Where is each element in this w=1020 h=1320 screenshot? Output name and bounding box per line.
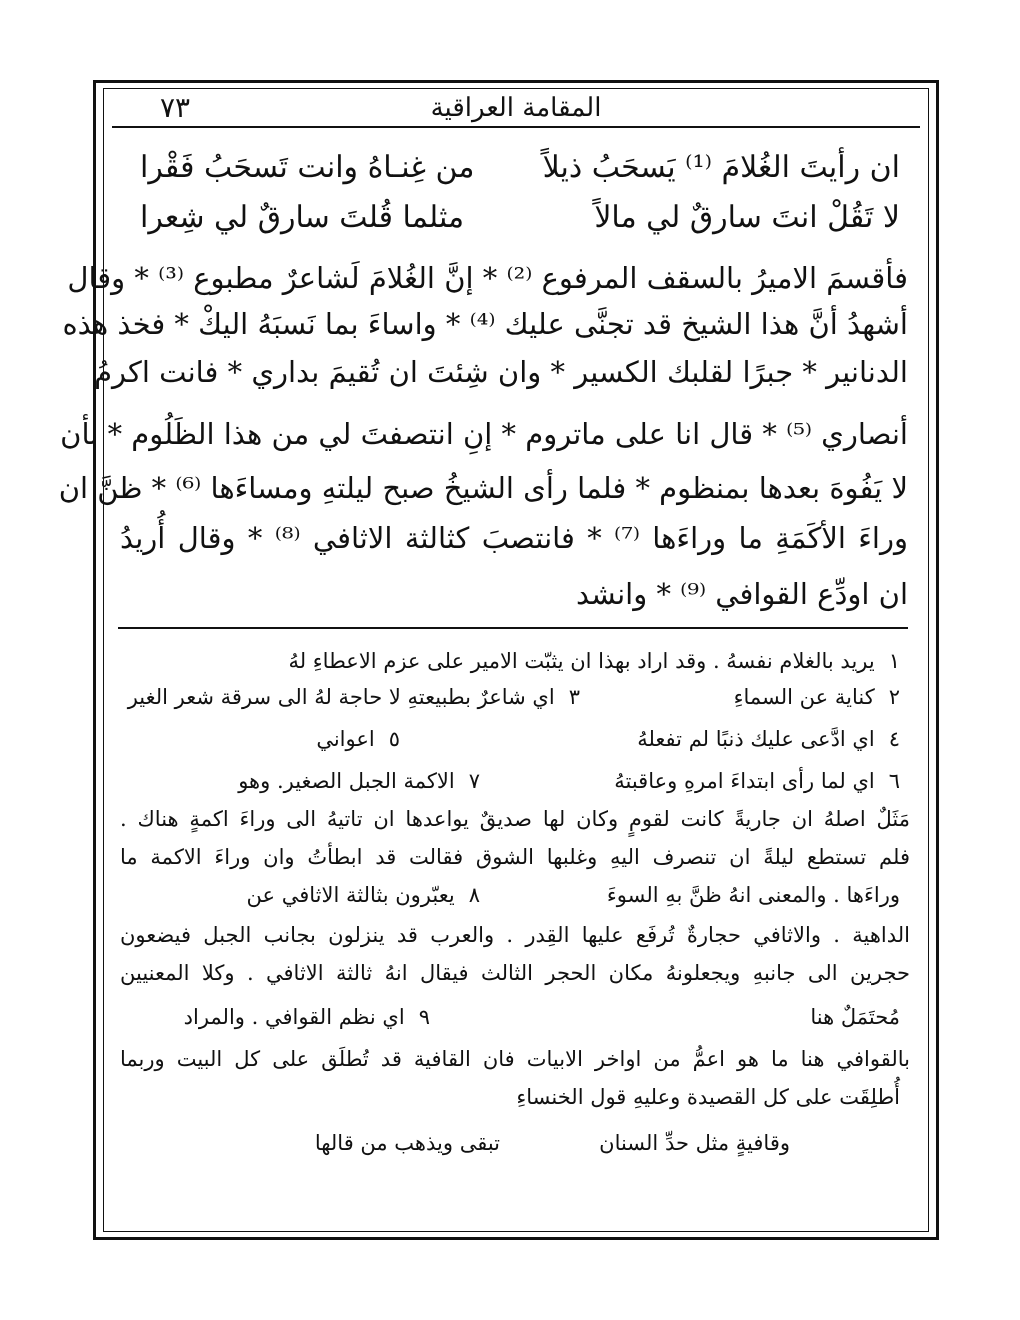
- footnote-5: [316, 722, 400, 756]
- footnote-number: ١: [888, 649, 900, 673]
- footnote-7: [238, 764, 480, 798]
- footnote-number: ٨: [468, 883, 480, 907]
- footnote-6: [614, 764, 900, 798]
- footnote-1: [288, 644, 900, 678]
- footnote-text: اعواني: [316, 727, 375, 751]
- footnote-text: اي ادَّعى عليك ذنبًا لم تفعلهُ: [637, 727, 875, 751]
- footnote-continuation: بالقوافي هنا ما هو اعمُّ من اواخر الابيات فان القافية قد تُطلَق على كل البيت وربما: [120, 1047, 910, 1071]
- footnote-7-end: وراءَها . والمعنى انهُ ظنَّ بهِ السوءَ: [606, 883, 900, 907]
- prose-line: فأقسمَ الاميرُ بالسقف المرفوع ⁽²⁾ * إنَّ الغُلامَ لَشاعرٌ مطبوع ⁽³⁾ * وقال: [67, 261, 908, 295]
- footnote-8-end: مُحتَمَلٌ هنا: [810, 1005, 900, 1029]
- footnote-number: ٣: [568, 685, 580, 709]
- running-title: المقامة العراقية: [430, 93, 602, 123]
- verse-line: [140, 196, 900, 240]
- footnote-line: [120, 764, 900, 798]
- footnote-line: [120, 722, 900, 756]
- footnote-line: [120, 644, 900, 678]
- footnote-continuation: مَثَلٌ اصلهُ ان جاريةً كانت لقومٍ وكان لها صديقٌ يواعدها ان تاتيهُ الى وراءَ اكمةٍ هناك .: [120, 807, 910, 831]
- footnote-9: [184, 1000, 430, 1034]
- prose-line: أنصاري ⁽⁵⁾ * قال انا على ماتروم * إنِ انتصفتَ لي من هذا الظَلُوم * بأن: [60, 417, 908, 451]
- prose-line: الدنانير * جبرًا لقلبك الكسير * وان شِئتَ ان تُقيمَ بداري * فانت اكرمُ: [94, 355, 908, 389]
- footnote-4: [637, 722, 900, 756]
- footnote-separator: [118, 627, 908, 629]
- footnote-continuation: فلم تستطع ليلةً ان تنصرف اليهِ وغلبها الشوق فقالت قد ابطأتُ وان وراءَ الاكمة ما: [120, 845, 910, 869]
- prose-line: ان اودِّع القوافي ⁽⁹⁾ * وانشد: [576, 577, 908, 611]
- footnote-continuation: الداهية . والاثافي حجارةٌ تُرفَع عليها القِدر . والعرب قد ينزلون بجانب الجبل فيضعون: [120, 923, 910, 947]
- footnote-text: يريد بالغلام نفسهُ . وقد اراد بهذا ان يثبّت الامير على عزم الاعطاءِ لهُ: [288, 649, 875, 673]
- footnote-number: ٩: [418, 1005, 430, 1029]
- page-number: ٧٣: [160, 91, 191, 124]
- footnote-text: الاكمة الجبل الصغير. وهو: [238, 769, 455, 793]
- verse-line: [140, 146, 900, 190]
- verse-second-hemistich: من غِنـاهُ وانت تَسحَبُ فَقْرا: [140, 150, 475, 185]
- footnote-number: ٦: [888, 769, 900, 793]
- footnote-number: ٧: [468, 769, 480, 793]
- quoted-verse-first: وقافيةٍ مثل حدِّ السنان: [599, 1131, 790, 1155]
- footnote-3: [128, 680, 580, 714]
- footnote-8: [247, 878, 480, 912]
- footnote-continuation: أُطلِقَت على كل القصيدة وعليهِ قول الخنساءِ: [516, 1085, 900, 1109]
- footnote-text: اي لما رأى ابتداءَ امرهِ وعاقبتهُ: [614, 769, 875, 793]
- footnote-continuation: حجرين الى جانبهِ ويجعلونهُ مكان الحجر الثالث فيقال انهُ ثالثة الاثافي . وكلا المعنيين: [120, 961, 910, 985]
- footnote-number: ٤: [888, 727, 900, 751]
- prose-line: أشهدُ أنَّ هذا الشيخ قد تجنَّى عليك ⁽⁴⁾ * واساءَ بما نَسبَهُ اليكْ * فخذ هذه: [62, 307, 908, 341]
- footnote-number: ٥: [388, 727, 400, 751]
- verse-second-hemistich: مثلما قُلتَ سارقٌ لي شِعرا: [140, 200, 465, 235]
- footnote-line: [120, 878, 900, 912]
- footnote-2: [734, 680, 900, 714]
- verse-first-hemistich: ان رأيتَ الغُلامَ ⁽¹⁾ يَسحَبُ ذيلاً: [542, 150, 900, 185]
- prose-line: لا يَفُوهَ بعدها بمنظوم * فلما رأى الشيخُ صبح ليلتهِ ومساءَها ⁽⁶⁾ * ظنَّ ان: [58, 471, 908, 505]
- footnote-text: كناية عن السماءِ: [733, 685, 875, 709]
- footnote-text: يعبّرون بثالثة الاثافي عن: [246, 883, 455, 907]
- footnote-line: [120, 1000, 900, 1034]
- footnote-number: ٢: [888, 685, 900, 709]
- footnote-text: اي نظم القوافي . والمراد: [183, 1005, 405, 1029]
- verse-first-hemistich: لا تَقُلْ انتَ سارقٌ لي مالاً: [594, 200, 900, 235]
- footnote-text: اي شاعرٌ بطبيعتهِ لا حاجة لهُ الى سرقة شعر الغير: [127, 685, 555, 709]
- page-header: [112, 90, 920, 128]
- prose-line: وراءَ الأكَمَةِ ما وراءَها ⁽⁷⁾ * فانتصبَ كثالثة الاثافي ⁽⁸⁾ * وقال أُريدُ: [120, 521, 908, 555]
- footnote-line: [120, 680, 900, 714]
- quoted-verse-second: تبقى ويذهب من قالها: [314, 1131, 500, 1155]
- quoted-verse: [120, 1126, 900, 1160]
